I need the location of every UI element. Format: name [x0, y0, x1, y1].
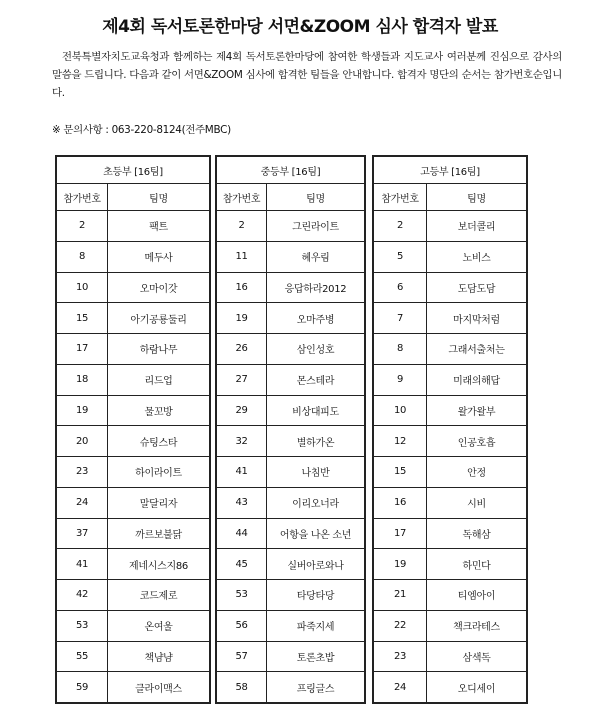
table-row	[57, 549, 210, 580]
team-name: 왈가왈부	[427, 395, 527, 426]
table-row	[374, 334, 527, 365]
entry-number: 15	[57, 303, 108, 334]
table-row	[217, 487, 365, 518]
entry-number: 53	[57, 610, 108, 641]
column-header-number: 참가번호	[57, 184, 108, 211]
entry-number: 58	[217, 672, 267, 703]
team-name: 인공호흡	[427, 426, 527, 457]
table-title: 고등부 [16팀]	[374, 157, 527, 184]
table-row	[374, 610, 527, 641]
entry-number: 41	[217, 457, 267, 488]
table-row	[374, 211, 527, 242]
team-name: 메두사	[108, 241, 210, 272]
entry-number: 29	[217, 395, 267, 426]
team-name: 말달리자	[108, 487, 210, 518]
table-row	[374, 241, 527, 272]
team-name: 프링글스	[267, 672, 365, 703]
table-row	[57, 272, 210, 303]
table-row	[57, 518, 210, 549]
contact-info: ※ 문의사항 : 063-220-8124(전주MBC)	[52, 124, 231, 136]
entry-number: 19	[57, 395, 108, 426]
team-name: 토론초밥	[267, 641, 365, 672]
team-name: 타당타당	[267, 580, 365, 611]
entry-number: 22	[374, 610, 427, 641]
entry-number: 59	[57, 672, 108, 703]
table-row	[374, 672, 527, 703]
entry-number: 9	[374, 364, 427, 395]
entry-number: 37	[57, 518, 108, 549]
column-header-number: 참가번호	[217, 184, 267, 211]
table-row	[217, 272, 365, 303]
table-row	[374, 426, 527, 457]
entry-number: 17	[374, 518, 427, 549]
team-name: 그린라이트	[267, 211, 365, 242]
elementary-results-table	[56, 156, 210, 703]
team-name: 슈팅스타	[108, 426, 210, 457]
team-name: 시비	[427, 487, 527, 518]
team-name: 책크라테스	[427, 610, 527, 641]
table-row	[57, 580, 210, 611]
table-row	[217, 334, 365, 365]
table-row	[374, 272, 527, 303]
table-row	[217, 641, 365, 672]
team-name: 코드제로	[108, 580, 210, 611]
table-row	[217, 457, 365, 488]
entry-number: 24	[57, 487, 108, 518]
entry-number: 2	[217, 211, 267, 242]
table-row	[57, 610, 210, 641]
table-row	[57, 487, 210, 518]
team-name: 몬스테라	[267, 364, 365, 395]
team-name: 오마이갓	[108, 272, 210, 303]
entry-number: 11	[217, 241, 267, 272]
table-row	[57, 241, 210, 272]
column-header-team: 팀명	[267, 184, 365, 211]
table-row	[57, 364, 210, 395]
table-row	[374, 580, 527, 611]
entry-number: 6	[374, 272, 427, 303]
table-row	[217, 549, 365, 580]
team-name: 혜우림	[267, 241, 365, 272]
table-row	[374, 303, 527, 334]
table-row	[217, 364, 365, 395]
entry-number: 12	[374, 426, 427, 457]
entry-number: 26	[217, 334, 267, 365]
team-name: 이리오너라	[267, 487, 365, 518]
table-row	[57, 303, 210, 334]
entry-number: 27	[217, 364, 267, 395]
table-row	[217, 672, 365, 703]
team-name: 클라이맥스	[108, 672, 210, 703]
team-name: 삼색독	[427, 641, 527, 672]
table-row	[57, 672, 210, 703]
table-row	[217, 610, 365, 641]
intro-paragraph	[52, 48, 562, 102]
entry-number: 2	[57, 211, 108, 242]
table-row	[374, 549, 527, 580]
table-title: 초등부 [16팀]	[57, 157, 210, 184]
entry-number: 19	[217, 303, 267, 334]
column-header-team: 팀명	[108, 184, 210, 211]
page-title: 제4회 독서토론한마당 서면&ZOOM 심사 합격자 발표	[102, 17, 498, 37]
team-name: 하민다	[427, 549, 527, 580]
team-name: 실버아로와나	[267, 549, 365, 580]
table-row	[217, 303, 365, 334]
table-title: 중등부 [16팀]	[217, 157, 365, 184]
entry-number: 16	[374, 487, 427, 518]
entry-number: 41	[57, 549, 108, 580]
team-name: 나침반	[267, 457, 365, 488]
entry-number: 32	[217, 426, 267, 457]
middle-school-results-table	[216, 156, 365, 703]
table-row	[57, 426, 210, 457]
entry-number: 43	[217, 487, 267, 518]
entry-number: 55	[57, 641, 108, 672]
table-row	[374, 518, 527, 549]
intro-text: 전북특별자치도교육청과 함께하는 제4회 독서토론한마당에 참여한 학생들과 지도교사 여러분께 진심으로 감사의 말씀을 드립니다. 다음과 같이 서면&ZOOM 심사에 합격한 팀들을 안내합니다. 합격자 명단의 순서는 참가번호순입니다.	[52, 51, 562, 99]
team-name: 하이라이트	[108, 457, 210, 488]
entry-number: 20	[57, 426, 108, 457]
team-name: 별하가온	[267, 426, 365, 457]
table-row	[57, 641, 210, 672]
entry-number: 24	[374, 672, 427, 703]
entry-number: 19	[374, 549, 427, 580]
entry-number: 23	[57, 457, 108, 488]
team-name: 안정	[427, 457, 527, 488]
entry-number: 15	[374, 457, 427, 488]
team-name: 티엠아이	[427, 580, 527, 611]
team-name: 노비스	[427, 241, 527, 272]
entry-number: 53	[217, 580, 267, 611]
entry-number: 57	[217, 641, 267, 672]
table-row	[374, 641, 527, 672]
entry-number: 7	[374, 303, 427, 334]
entry-number: 2	[374, 211, 427, 242]
team-name: 책냠냠	[108, 641, 210, 672]
team-name: 미래의해답	[427, 364, 527, 395]
team-name: 그래서출처는	[427, 334, 527, 365]
team-name: 도담도담	[427, 272, 527, 303]
entry-number: 21	[374, 580, 427, 611]
team-name: 하람나무	[108, 334, 210, 365]
column-header-number: 참가번호	[374, 184, 427, 211]
entry-number: 17	[57, 334, 108, 365]
team-name: 까르보불닭	[108, 518, 210, 549]
entry-number: 42	[57, 580, 108, 611]
table-row	[217, 395, 365, 426]
entry-number: 16	[217, 272, 267, 303]
team-name: 온여울	[108, 610, 210, 641]
team-name: 오마주병	[267, 303, 365, 334]
entry-number: 8	[57, 241, 108, 272]
table-row	[57, 395, 210, 426]
table-row	[57, 457, 210, 488]
team-name: 마지막처럼	[427, 303, 527, 334]
team-name: 제네시스지86	[108, 549, 210, 580]
column-header-team: 팀명	[427, 184, 527, 211]
table-row	[57, 211, 210, 242]
entry-number: 44	[217, 518, 267, 549]
table-row	[57, 334, 210, 365]
team-name: 응답하라2012	[267, 272, 365, 303]
table-row	[217, 241, 365, 272]
table-row	[374, 395, 527, 426]
table-row	[217, 426, 365, 457]
team-name: 비상대피도	[267, 395, 365, 426]
entry-number: 45	[217, 549, 267, 580]
entry-number: 18	[57, 364, 108, 395]
entry-number: 8	[374, 334, 427, 365]
team-name: 팩트	[108, 211, 210, 242]
table-row	[217, 518, 365, 549]
team-name: 아기공룡둘리	[108, 303, 210, 334]
table-row	[217, 580, 365, 611]
team-name: 독해삼	[427, 518, 527, 549]
entry-number: 56	[217, 610, 267, 641]
high-school-results-table	[373, 156, 527, 703]
table-row	[374, 364, 527, 395]
entry-number: 23	[374, 641, 427, 672]
table-row	[374, 487, 527, 518]
entry-number: 10	[374, 395, 427, 426]
entry-number: 10	[57, 272, 108, 303]
team-name: 파죽지세	[267, 610, 365, 641]
team-name: 오디세이	[427, 672, 527, 703]
team-name: 리드업	[108, 364, 210, 395]
table-row	[217, 211, 365, 242]
entry-number: 5	[374, 241, 427, 272]
team-name: 삼인성호	[267, 334, 365, 365]
table-row	[374, 457, 527, 488]
team-name: 어항을 나온 소년	[267, 518, 365, 549]
team-name: 물꼬방	[108, 395, 210, 426]
team-name: 보더콜리	[427, 211, 527, 242]
